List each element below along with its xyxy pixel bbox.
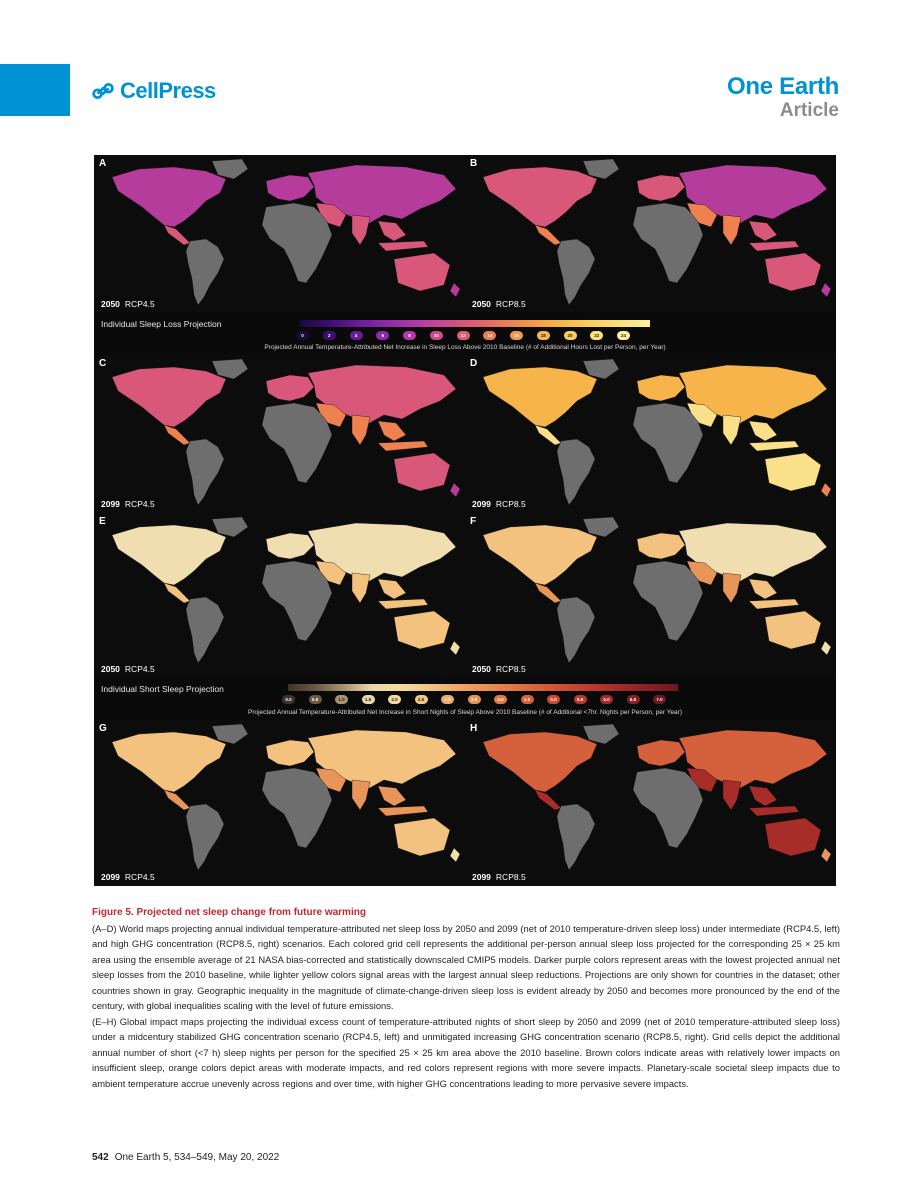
legend-tick: 22 — [590, 331, 603, 340]
panel-scenario: RCP4.5 — [124, 499, 155, 509]
legend-tick: 0 — [296, 331, 309, 340]
legend-gradient — [300, 320, 650, 327]
legend-title: Individual Short Sleep Projection — [101, 684, 224, 694]
panel-caption — [472, 299, 526, 309]
legend-short-sleep — [94, 678, 836, 720]
legend-tick: 16 — [510, 331, 523, 340]
world-map — [94, 355, 465, 513]
panel-letter: A — [99, 158, 107, 169]
legend-tick: 0.0 — [282, 695, 295, 704]
panel-year: 2099 — [101, 872, 120, 882]
legend-tick: 20 — [564, 331, 577, 340]
legend-tick: 2.5 — [415, 695, 428, 704]
panel-year: 2050 — [101, 299, 120, 309]
legend-tick: 2.0 — [388, 695, 401, 704]
legend-tick: 5.0 — [547, 695, 560, 704]
page-number: 542 — [92, 1152, 109, 1163]
panel-letter: E — [99, 516, 106, 527]
legend-tick: 1.0 — [335, 695, 348, 704]
world-map — [465, 355, 836, 513]
journal-header — [727, 74, 839, 122]
legend-tick: 1.5 — [362, 695, 375, 704]
panel-scenario: RCP4.5 — [124, 664, 155, 674]
legend-tick: 4.5 — [521, 695, 534, 704]
panel-letter: F — [470, 516, 477, 527]
legend-tick: 12 — [457, 331, 470, 340]
map-panel-c — [94, 355, 465, 513]
legend-sleep-loss — [94, 313, 836, 355]
panel-year: 2050 — [101, 664, 120, 674]
legend-ticks — [296, 331, 630, 340]
cellpress-mark-icon — [92, 80, 114, 102]
panel-year: 2050 — [472, 299, 491, 309]
map-panel-g — [94, 720, 465, 886]
legend-tick: 18 — [537, 331, 550, 340]
panel-year: 2099 — [472, 499, 491, 509]
legend-tick: 7.0 — [653, 695, 666, 704]
panel-caption — [101, 499, 155, 509]
logo-text: CellPress — [120, 78, 216, 103]
panel-caption — [472, 664, 526, 674]
panel-year: 2099 — [101, 499, 120, 509]
article-type: Article — [779, 100, 839, 121]
map-panel-h — [465, 720, 836, 886]
legend-axis-label: Projected Annual Temperature-Attributed Net Increase in Sleep Loss Above 2010 Baseline (# of Additional Hours Lost per Person, per Year) — [264, 344, 666, 351]
legend-tick: 0.5 — [309, 695, 322, 704]
map-panel-e — [94, 513, 465, 678]
panel-scenario: RCP4.5 — [124, 299, 155, 309]
legend-tick: 8 — [403, 331, 416, 340]
figure-title: Figure 5. Projected net sleep change from future warming — [92, 907, 366, 918]
figure-5 — [94, 155, 836, 886]
panel-caption — [101, 664, 155, 674]
legend-gradient — [288, 684, 678, 691]
corner-tab — [0, 64, 70, 116]
figure-caption — [92, 905, 840, 1091]
panel-letter: B — [470, 158, 478, 169]
world-map — [465, 513, 836, 671]
panel-letter: H — [470, 723, 478, 734]
panel-caption — [472, 872, 526, 882]
legend-axis-label: Projected Annual Temperature-Attributed Net Increase in Short Nights of Sleep Above 2010 Baseline (# of Additional <7hr. Nights per Person, per Year) — [247, 709, 683, 716]
legend-tick: 24 — [617, 331, 630, 340]
legend-tick: 6.0 — [600, 695, 613, 704]
world-map — [94, 513, 465, 671]
legend-tick: 10 — [430, 331, 443, 340]
journal-name: One Earth — [727, 73, 839, 100]
legend-tick: 5.5 — [574, 695, 587, 704]
citation: One Earth 5, 534–549, May 20, 2022 — [114, 1152, 280, 1163]
legend-tick: 4 — [350, 331, 363, 340]
panel-scenario: RCP8.5 — [495, 664, 526, 674]
panel-letter: D — [470, 358, 478, 369]
panel-caption — [101, 872, 155, 882]
map-panel-d — [465, 355, 836, 513]
legend-tick: 2 — [323, 331, 336, 340]
legend-tick: 3.0 — [441, 695, 454, 704]
caption-paragraph-e-h: (E–H) Global impact maps projecting the individual excess count of temperature-attributed nights of short sleep by 2050 and 2099 (net of 2010 temperature-attributed sleep loss) under a midcentury stabilized GHG concentration scenario (RCP4.5, left) and unmitigated increasing GHG concentration scenario (RCP8.5, right). Grid cells depict the additional annual number of short (<7 h) sleep nights per person for the specified 25 × 25 km area above the 2010 baseline. Brown colors indicate areas with relatively lower impacts on insufficient sleep, orange colors depict areas with moderate impacts, and red colors represent regions with more severe impacts. Planetary-scale societal sleep impacts due to ambient temperature accrue unevenly across regions and over time, with higher GHG concentrations leading to more pervasive severe impacts. — [92, 1015, 840, 1089]
panel-year: 2099 — [472, 872, 491, 882]
panel-scenario: RCP4.5 — [124, 872, 155, 882]
page-footer — [92, 1152, 279, 1163]
panel-scenario: RCP8.5 — [495, 872, 526, 882]
world-map — [465, 155, 836, 313]
map-panel-a — [94, 155, 465, 313]
world-map — [465, 720, 836, 878]
panel-scenario: RCP8.5 — [495, 299, 526, 309]
panel-letter: G — [99, 723, 107, 734]
caption-paragraph-a-d: (A–D) World maps projecting annual individual temperature-attributed net sleep loss by 2050 and 2099 (net of 2010 temperature-driven sleep loss) under intermediate (RCP4.5, left) and high GHG concentration (RCP8.5, right) scenarios. Each colored grid cell represents the additional per-person annual sleep loss projected for the corresponding 25 × 25 km area using the ensemble average of 21 NASA bias-corrected and statistically downscaled CMIP5 models. Darker purple colors represent areas with the lowest projected annual net sleep losses from the 2010 baseline, while lighter yellow colors signal areas with the largest annual sleep reductions. Projections are only shown for countries in the dataset; other countries shown in gray. Geographic inequality in the magnitude of climate-change-driven sleep loss is evident already by 2050 and becomes more pronounced by the end of the century, with global inequalities scaling with the level of future emissions. — [92, 922, 840, 1011]
panel-caption — [101, 299, 155, 309]
legend-tick: 14 — [483, 331, 496, 340]
legend-ticks — [282, 695, 666, 704]
legend-tick: 6.5 — [627, 695, 640, 704]
world-map — [94, 720, 465, 878]
legend-title: Individual Sleep Loss Projection — [101, 319, 222, 329]
panel-year: 2050 — [472, 664, 491, 674]
panel-letter: C — [99, 358, 107, 369]
panel-caption — [472, 499, 526, 509]
legend-tick: 3.5 — [468, 695, 481, 704]
panel-scenario: RCP8.5 — [495, 499, 526, 509]
map-panel-b — [465, 155, 836, 313]
cellpress-logo — [92, 78, 216, 104]
map-panel-f — [465, 513, 836, 678]
legend-tick: 6 — [376, 331, 389, 340]
world-map — [94, 155, 465, 313]
legend-tick: 4.0 — [494, 695, 507, 704]
